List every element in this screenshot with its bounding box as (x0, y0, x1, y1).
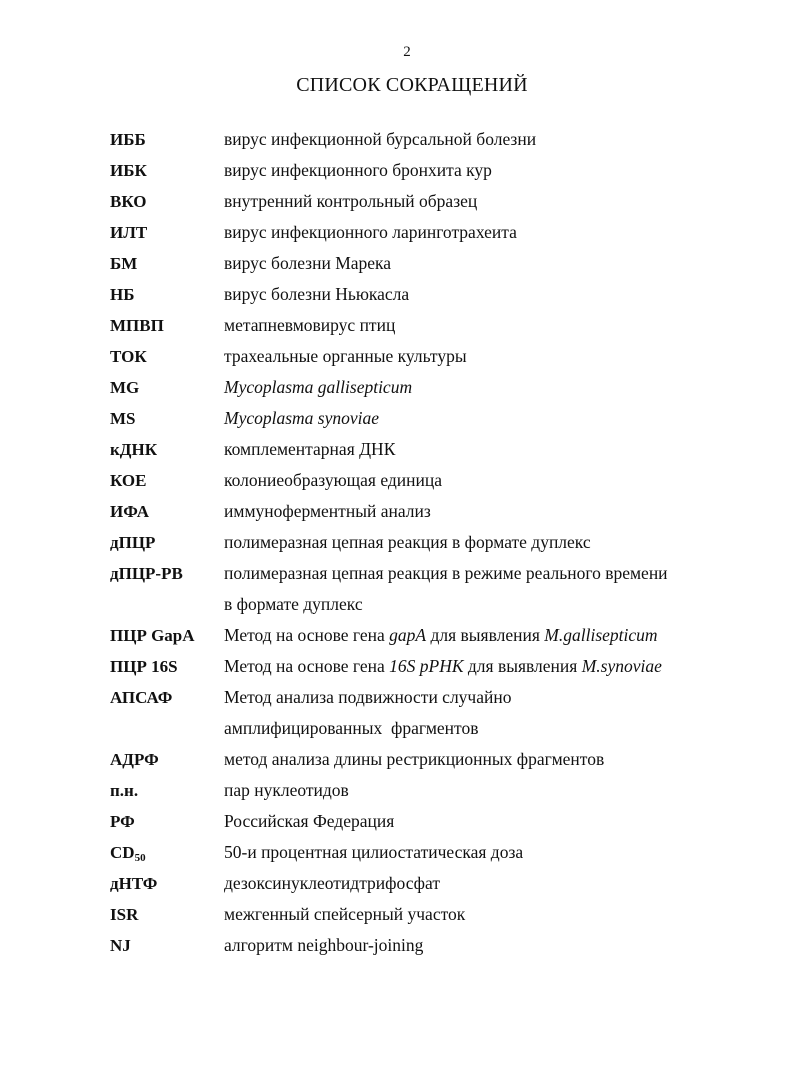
abbreviation-row-nj (110, 930, 750, 961)
abbreviation-term: кДНК (110, 440, 158, 459)
abbreviation-definition: вирус инфекционной бурсальной болезни (224, 129, 537, 149)
abbreviation-term: БМ (110, 254, 138, 273)
abbreviation-row-pn (110, 775, 750, 806)
term-main: CD (110, 843, 135, 862)
abbreviation-row-ilt (110, 217, 750, 248)
abbreviation-row-pcr-16s (110, 651, 750, 682)
abbreviation-definition: вирус инфекционного ларинготрахеита (224, 222, 517, 242)
page-title: СПИСОК СОКРАЩЕНИЙ (296, 74, 528, 96)
abbreviation-definition: межгенный спейсерный участок (224, 904, 466, 924)
abbreviation-term: МПВП (110, 316, 164, 335)
abbreviation-row-mpvp (110, 310, 750, 341)
abbreviation-row-dpcr-rv (110, 558, 750, 620)
abbreviation-row-vko (110, 186, 750, 217)
abbreviation-term: ИЛТ (110, 223, 148, 242)
abbreviation-row-kdnk (110, 434, 750, 465)
abbreviation-term: ТОК (110, 347, 147, 366)
abbreviation-row-apsaf (110, 682, 750, 744)
abbreviation-definition: пар нуклеотидов (224, 780, 349, 800)
definition-line: в формате дуплекс (224, 594, 363, 614)
abbreviation-definition: метапневмовирус птиц (224, 315, 396, 335)
definition-text: Метод на основе гена (224, 656, 390, 676)
abbreviation-row-adrf (110, 744, 750, 775)
abbreviation-definition: вирус болезни Ньюкасла (224, 284, 410, 304)
abbreviation-term: РФ (110, 812, 135, 831)
abbreviation-term: MG (110, 378, 140, 397)
abbreviation-term: ИБК (110, 161, 147, 180)
abbreviation-row-ms (110, 403, 750, 434)
abbreviation-definition: 50-и процентная цилиостатическая доза (224, 842, 524, 862)
abbreviation-term: NJ (110, 936, 131, 955)
abbreviation-row-pcr-gapa (110, 620, 750, 651)
abbreviation-row-ibk (110, 155, 750, 186)
abbreviation-term: ПЦР GapA (110, 626, 195, 645)
abbreviation-definition: Mycoplasma synoviae (224, 408, 380, 428)
abbreviation-list (110, 124, 750, 961)
abbreviation-definition: трахеальные органные культуры (224, 346, 467, 366)
organism-name: M.synoviae (581, 656, 662, 676)
abbreviation-definition: полимеразная цепная реакция в формате дуплекс (224, 532, 591, 552)
abbreviation-row-isr (110, 899, 750, 930)
gene-name: gapA (389, 625, 427, 645)
abbreviation-term: АДРФ (110, 750, 159, 769)
definition-text: для выявления (463, 656, 582, 676)
definition-text: для выявления (426, 625, 545, 645)
abbreviation-term: ISR (110, 905, 139, 924)
abbreviation-term: дНТФ (110, 874, 158, 893)
abbreviation-definition: иммуноферментный анализ (224, 501, 431, 521)
abbreviation-row-dntf (110, 868, 750, 899)
abbreviation-term: КОЕ (110, 471, 147, 490)
abbreviation-term: дПЦР-РВ (110, 564, 183, 583)
abbreviation-term (110, 837, 224, 868)
abbreviation-row-koe (110, 465, 750, 496)
abbreviation-row-nb (110, 279, 750, 310)
definition-text: Метод на основе гена (224, 625, 390, 645)
abbreviation-definition: внутренний контрольный образец (224, 191, 478, 211)
organism-name: M.gallisepticum (544, 625, 658, 645)
abbreviation-term: АПСАФ (110, 688, 173, 707)
abbreviation-term: дПЦР (110, 533, 156, 552)
abbreviation-term: ИББ (110, 130, 146, 149)
abbreviation-row-rf (110, 806, 750, 837)
abbreviation-row-cd50 (110, 837, 750, 868)
abbreviation-definition: метод анализа длины рестрикционных фрагментов (224, 749, 605, 769)
abbreviation-definition: вирус инфекционного бронхита кур (224, 160, 492, 180)
abbreviation-definition (224, 651, 750, 682)
abbreviation-term: НБ (110, 285, 135, 304)
abbreviation-row-mg (110, 372, 750, 403)
abbreviation-term: MS (110, 409, 136, 428)
abbreviation-definition (224, 620, 750, 651)
abbreviation-definition: Mycoplasma gallisepticum (224, 377, 413, 397)
abbreviation-row-tok (110, 341, 750, 372)
abbreviation-definition: комплементарная ДНК (224, 439, 396, 459)
abbreviation-definition: дезоксинуклеотидтрифосфат (224, 873, 440, 893)
abbreviation-definition: колониеобразующая единица (224, 470, 442, 490)
abbreviation-term: ПЦР 16S (110, 657, 178, 676)
abbreviation-definition: алгоритм neighbour-joining (224, 935, 424, 955)
gene-name: 16S pPHK (389, 656, 464, 676)
definition-line: амплифицированных фрагментов (224, 718, 479, 738)
abbreviation-definition (224, 558, 750, 620)
abbreviation-definition: вирус болезни Марека (224, 253, 392, 273)
definition-line: Метод анализа подвижности случайно (224, 687, 512, 707)
abbreviation-row-dpcr (110, 527, 750, 558)
abbreviation-row-ibb (110, 124, 750, 155)
abbreviation-term: ВКО (110, 192, 147, 211)
abbreviation-term: п.н. (110, 781, 139, 800)
abbreviation-row-bm (110, 248, 750, 279)
term-subscript: 50 (134, 852, 146, 864)
page-number: 2 (403, 44, 411, 60)
abbreviation-definition: Российская Федерация (224, 811, 395, 831)
abbreviation-row-ifa (110, 496, 750, 527)
definition-line: полимеразная цепная реакция в режиме реального времени (224, 563, 668, 583)
abbreviation-definition (224, 682, 750, 744)
abbreviation-term: ИФА (110, 502, 150, 521)
